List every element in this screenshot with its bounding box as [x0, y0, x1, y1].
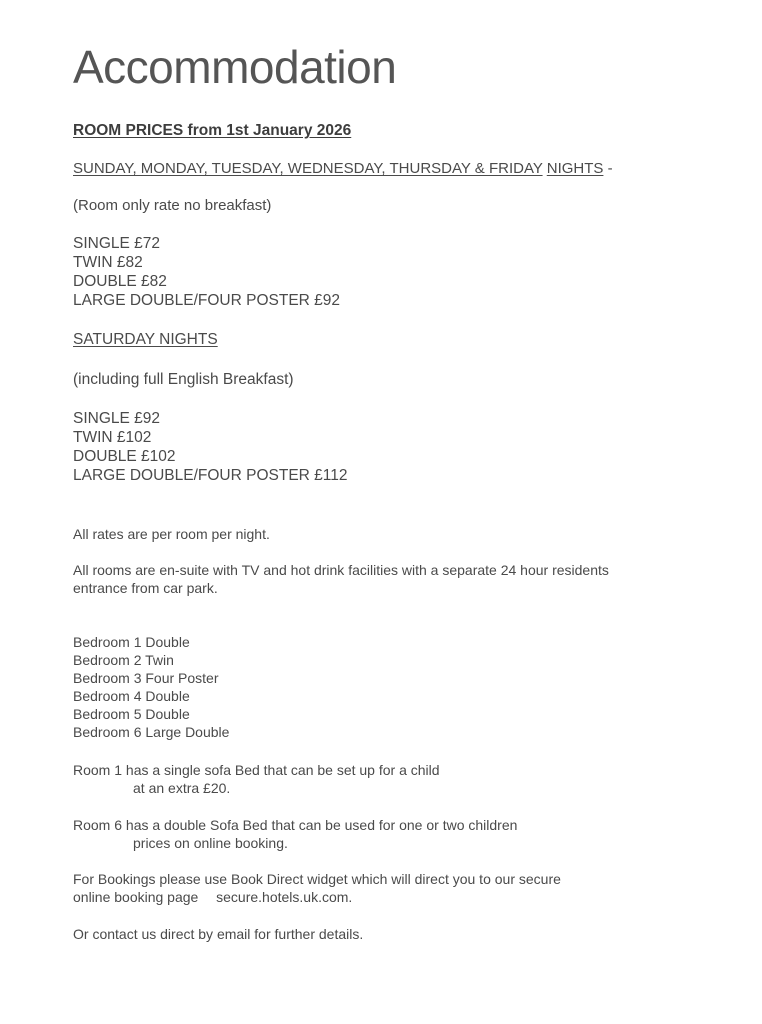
- weeknights-days: SUNDAY, MONDAY, TUESDAY, WEDNESDAY, THURSDAY & FRIDAY: [73, 160, 543, 177]
- weeknights-nights: NIGHTS: [546, 160, 604, 177]
- saturday-rate: TWIN £102: [73, 429, 152, 446]
- saturday-rate: SINGLE £92: [73, 410, 161, 427]
- booking-note-line2: [73, 888, 352, 906]
- contact-note: Or contact us direct by email for further details.: [73, 926, 364, 942]
- weeknights-note: (Room only rate no breakfast): [73, 197, 272, 214]
- bedroom-item: Bedroom 3 Four Poster: [73, 670, 219, 686]
- room6-note-line1: Room 6 has a double Sofa Bed that can be used for one or two children: [73, 817, 518, 833]
- booking-site-link[interactable]: secure.hotels.uk.com.: [216, 889, 353, 905]
- saturday-rate: LARGE DOUBLE/FOUR POSTER £112: [73, 467, 348, 484]
- bedroom-item: Bedroom 1 Double: [73, 634, 190, 650]
- saturday-heading: SATURDAY NIGHTS: [73, 331, 218, 348]
- room1-note-line2: at an extra £20.: [133, 780, 231, 796]
- booking-page-label: online booking page: [73, 889, 199, 905]
- bedroom-item: Bedroom 4 Double: [73, 688, 190, 704]
- weeknights-rate: TWIN £82: [73, 254, 143, 271]
- per-room-note: All rates are per room per night.: [73, 526, 270, 542]
- page-title: Accommodation: [73, 41, 397, 93]
- weeknights-heading: [73, 159, 613, 178]
- prices-heading: ROOM PRICES from 1st January 2026: [73, 122, 352, 139]
- weeknights-suffix: -: [603, 160, 613, 177]
- booking-note-line1: For Bookings please use Book Direct widget which will direct you to our secure: [73, 871, 561, 887]
- ensuite-note-line1: All rooms are en-suite with TV and hot drink facilities with a separate 24 hour residents: [73, 562, 609, 578]
- saturday-rate: DOUBLE £102: [73, 448, 176, 465]
- room6-note-line2: prices on online booking.: [133, 835, 288, 851]
- weeknights-rate: LARGE DOUBLE/FOUR POSTER £92: [73, 292, 341, 309]
- room1-note-line1: Room 1 has a single sofa Bed that can be set up for a child: [73, 762, 440, 778]
- weeknights-rate: DOUBLE £82: [73, 273, 167, 290]
- weeknights-rate: SINGLE £72: [73, 235, 161, 252]
- bedroom-item: Bedroom 6 Large Double: [73, 724, 230, 740]
- bedroom-item: Bedroom 2 Twin: [73, 652, 174, 668]
- bedroom-item: Bedroom 5 Double: [73, 706, 190, 722]
- saturday-note: (including full English Breakfast): [73, 371, 294, 388]
- ensuite-note-line2: entrance from car park.: [73, 580, 218, 596]
